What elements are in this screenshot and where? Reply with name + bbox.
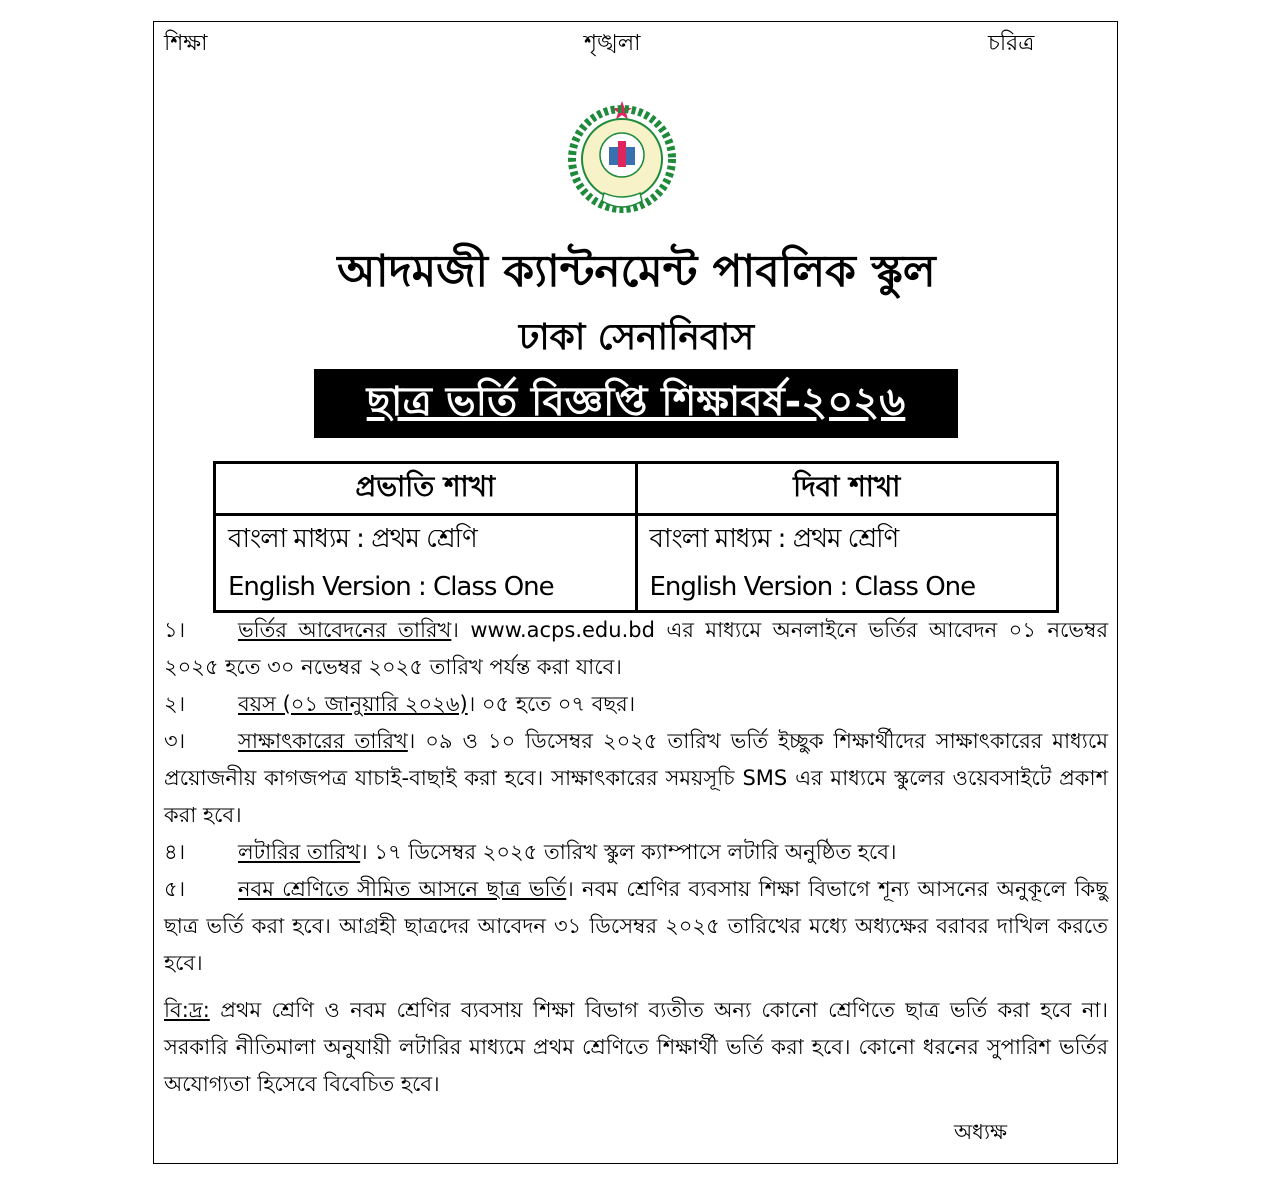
item-number: ৪। <box>164 840 186 864</box>
item-number: ৫। <box>164 877 186 901</box>
notice-title-banner: ছাত্র ভর্তি বিজ্ঞপ্তি শিক্ষাবর্ষ-২০২৬ <box>314 369 958 438</box>
school-name: আদমজী ক্যান্টনমেন্ট পাবলিক স্কুল <box>337 246 936 297</box>
item-number: ২। <box>164 692 186 716</box>
note-label: বি:দ্র: <box>164 998 210 1022</box>
notice-item <box>164 871 1108 982</box>
item-text: । ১৭ ডিসেম্বর ২০২৫ তারিখ স্কুল ক্যাম্পাসে লটারি অনুষ্ঠিত হবে। <box>360 840 897 864</box>
note <box>164 992 1108 1103</box>
motto-character: চরিত্র <box>988 31 1035 56</box>
item-heading: লটারির তারিখ <box>238 840 361 864</box>
item-text: । www.acps.edu.bd এর মাধ্যমে অনলাইনে ভর্তির আবেদন ০১ নভেম্বর ২০২৫ হতে ৩০ নভেম্বর ২০২৫ তারিখ পর্যন্ত করা যাবে। <box>164 618 1108 679</box>
notice-item <box>164 612 1108 686</box>
item-heading: সাক্ষাৎকারের তারিখ <box>238 729 408 753</box>
shift-header-day: দিবা শাখা <box>636 463 1058 515</box>
motto-discipline: শৃঙ্খলা <box>584 31 641 56</box>
notice-item <box>164 834 1108 871</box>
shift-cell: বাংলা মাধ্যম : প্রথম শ্রেণি <box>636 515 1058 565</box>
shift-header-morning: প্রভাতি শাখা <box>215 463 637 515</box>
item-heading: ভর্তির আবেদনের তারিখ <box>238 618 452 642</box>
shift-cell: বাংলা মাধ্যম : প্রথম শ্রেণি <box>215 515 637 565</box>
item-heading: বয়স (০১ জানুয়ারি ২০২৬) <box>238 692 468 716</box>
school-location: ঢাকা সেনানিবাস <box>518 317 755 358</box>
notice-item <box>164 686 1108 723</box>
signature-principal: অধ্যক্ষ <box>954 1120 1008 1144</box>
item-text: । ০৯ ও ১০ ডিসেম্বর ২০২৫ তারিখ ভর্তি ইচ্ছুক শিক্ষার্থীদের সাক্ষাৎকারের মাধ্যমে প্রয়োজনীয় কাগজপত্র যাচাই-বাছাই করা হবে। সাক্ষাৎকারের সময়সূচি SMS এর মাধ্যমে স্কুলের ওয়েবসাইটে প্রকাশ করা হবে। <box>164 729 1108 827</box>
notice-item <box>164 723 1108 834</box>
shift-table <box>213 461 1059 613</box>
notice-body <box>164 612 1108 1103</box>
item-number: ৩। <box>164 729 186 753</box>
shift-cell: English Version : Class One <box>215 564 637 612</box>
item-heading: নবম শ্রেণিতে সীমিত আসনে ছাত্র ভর্তি <box>238 877 567 901</box>
motto-education: শিক্ষা <box>164 31 208 56</box>
item-text: । ০৫ হতে ০৭ বছর। <box>467 692 636 716</box>
note-text: প্রথম শ্রেণি ও নবম শ্রেণির ব্যবসায় শিক্ষা বিভাগ ব্যতীত অন্য কোনো শ্রেণিতে ছাত্র ভর্তি করা হবে না। সরকারি নীতিমালা অনুযায়ী লটারির মাধ্যমে প্রথম শ্রেণিতে শিক্ষার্থী ভর্তি করা হবে। কোনো ধরনের সুপারিশ ভর্তির অযোগ্যতা হিসেবে বিবেচিত হবে। <box>164 998 1108 1096</box>
item-text: । নবম শ্রেণির ব্যবসায় শিক্ষা বিভাগে শূন্য আসনের অনুকূলে কিছু ছাত্র ভর্তি করা হবে। আগ্রহী ছাত্রদের আবেদন ৩১ ডিসেম্বর ২০২৫ তারিখের মধ্যে অধ্যক্ষের বরাবর দাখিল করতে হবে। <box>164 877 1108 975</box>
item-number: ১। <box>164 618 186 642</box>
school-logo <box>562 97 682 217</box>
shift-cell: English Version : Class One <box>636 564 1058 612</box>
